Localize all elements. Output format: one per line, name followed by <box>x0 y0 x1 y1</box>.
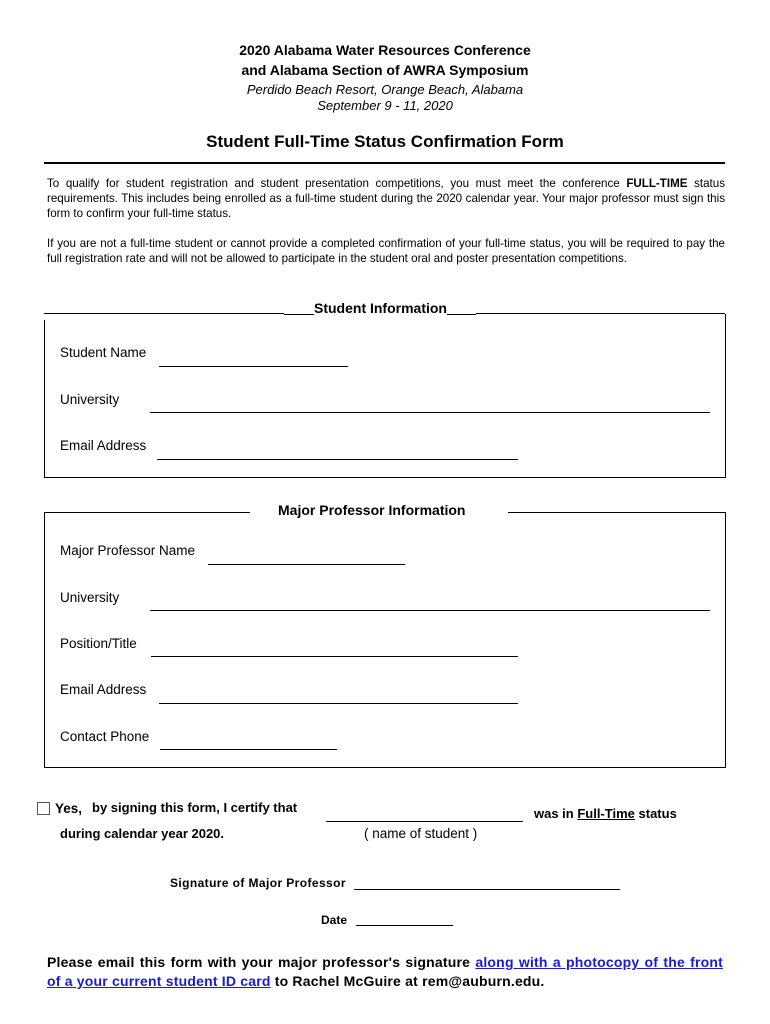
contact-phone-field[interactable] <box>160 749 337 750</box>
certify-text: by signing this form, I certify that <box>92 800 298 815</box>
full-time-emphasis: FULL-TIME <box>626 177 688 190</box>
position-title-field[interactable] <box>151 656 518 657</box>
professor-university-field[interactable] <box>150 610 710 611</box>
intro-text: To qualify for student registration and student presentation competitions, you must meet the conference <box>47 177 627 190</box>
signature-field[interactable] <box>354 889 620 890</box>
professor-info-title: Major Professor Information <box>278 502 466 518</box>
certify-student-name-field[interactable] <box>326 821 523 822</box>
footer-instructions <box>47 953 723 991</box>
student-info-heading: Student Information <box>314 300 447 316</box>
form-title: Student Full-Time Status Confirmation Form <box>206 132 564 151</box>
intro-paragraph-2: If you are not a full-time student or cannot provide a completed confirmation of your full-time status, you will be required to pay the full registration rate and will not be allowed to participate in the student oral and poster presentation competitions. <box>47 237 725 265</box>
venue: Perdido Beach Resort, Orange Beach, Alabama <box>246 82 524 97</box>
student-name-field[interactable] <box>159 366 348 367</box>
date-label: Date <box>321 913 348 927</box>
student-university-field[interactable] <box>150 412 710 413</box>
conference-title: 2020 Alabama Water Resources Conference <box>239 42 531 58</box>
professor-email-label: Email Address <box>60 682 147 697</box>
date-field[interactable] <box>356 925 453 926</box>
certify-year: during calendar year 2020. <box>60 826 225 841</box>
intro-text-cont: status requirements. This includes being enrolled as a full-time student during the 2020 calendar year. Your major professor must sign this form to confirm your full-time status. <box>47 177 726 220</box>
footer-text-end: to Rachel McGuire at rem@auburn.edu. <box>270 973 545 989</box>
student-name-hint: ( name of student ) <box>364 826 478 841</box>
professor-email-field[interactable] <box>159 703 518 704</box>
student-university-label: University <box>60 392 120 407</box>
title-divider <box>44 162 725 164</box>
certify-checkbox[interactable] <box>37 802 50 815</box>
intro-paragraph-1 <box>47 176 725 221</box>
professor-name-label: Major Professor Name <box>60 543 196 558</box>
status-text: was in <box>534 806 578 821</box>
student-name-label: Student Name <box>60 345 147 360</box>
contact-phone-label: Contact Phone <box>60 729 150 744</box>
professor-name-field[interactable] <box>208 564 405 565</box>
id-card-link[interactable]: along with a photocopy of the front of a your current student ID card <box>47 954 723 989</box>
footer-text: Please email this form with your major professor's signature <box>47 954 476 970</box>
signature-label: Signature of Major Professor <box>170 876 346 890</box>
dates: September 9 - 11, 2020 <box>317 98 453 113</box>
certify-status <box>534 806 677 821</box>
status-text-end: status <box>634 806 677 821</box>
professor-university-label: University <box>60 590 120 605</box>
position-title-label: Position/Title <box>60 636 137 651</box>
student-info-box <box>44 314 726 478</box>
symposium-title: and Alabama Section of AWRA Symposium <box>241 62 529 78</box>
student-email-field[interactable] <box>157 459 518 460</box>
full-time-underlined: Full-Time <box>577 806 635 821</box>
certify-yes: Yes, <box>55 801 83 816</box>
student-email-label: Email Address <box>60 438 147 453</box>
